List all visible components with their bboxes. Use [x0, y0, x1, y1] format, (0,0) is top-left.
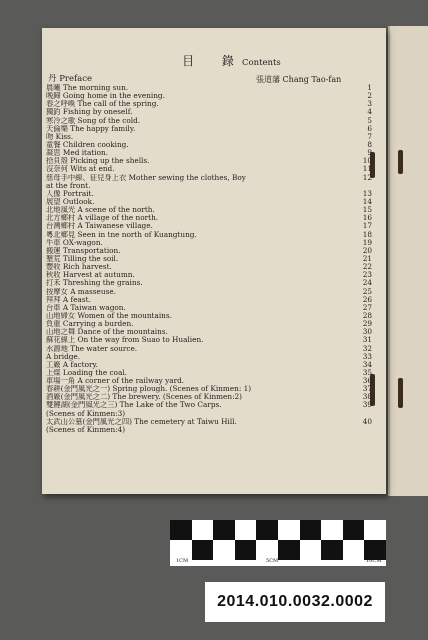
toc-entry	[42, 288, 386, 296]
toc-entry-number: 28	[362, 310, 372, 320]
toc-entry	[42, 263, 386, 271]
toc-entry	[42, 157, 386, 165]
table-of-contents	[42, 84, 386, 434]
toc-entry-title: 蘇花線上 On the way from Suao to Hualien.	[46, 336, 204, 345]
toc-entry	[42, 377, 386, 385]
toc-entry-title: 春之呼喚 The call of the spring.	[46, 100, 159, 109]
toc-entry	[42, 108, 386, 116]
toc-entry	[42, 84, 386, 92]
toc-entry	[42, 393, 386, 401]
toc-entry-number: 24	[362, 278, 372, 288]
toc-entry	[42, 206, 386, 214]
toc-entry-number: 38	[362, 392, 372, 402]
toc-entry-title: 沒奈何 Wits at end.	[46, 165, 115, 174]
toc-entry-title: 搬運 Transportation.	[46, 246, 121, 255]
toc-entry-number: 5	[367, 115, 372, 125]
toc-entry-title: 獨釣 Fishing by oneself.	[46, 108, 133, 117]
scale-checker	[170, 520, 386, 560]
toc-entry-title: 人像 Portrait.	[46, 189, 94, 198]
toc-entry-number: 31	[362, 335, 372, 345]
toc-entry-title: 山地之舞 Dance of the mountains.	[46, 328, 168, 337]
toc-entry-number: 20	[362, 245, 372, 255]
toc-entry	[42, 255, 386, 263]
toc-entry-number: 37	[362, 384, 372, 394]
toc-entry-number	[336, 410, 386, 418]
toc-entry	[42, 369, 386, 377]
toc-entry-number: 35	[362, 367, 372, 377]
toc-entry-number: 3	[367, 99, 372, 109]
toc-entry-title: 凝思 Med itation.	[46, 149, 108, 158]
toc-entry-title: 山地婦女 Women of the mountains.	[46, 311, 172, 320]
toc-entry-number	[336, 182, 386, 190]
binding-hole	[398, 378, 403, 408]
scale-cell	[300, 520, 322, 540]
toc-entry-number: 22	[362, 262, 372, 272]
toc-entry-title: 童餐 Children cooking.	[46, 140, 129, 149]
toc-entry-title: 酒廠(金門風光之二) The brewery. (Scenes of Kinmen:2)	[46, 393, 243, 402]
toc-entry-title: 台灣鄉村 A Taiwanese village.	[46, 222, 153, 231]
toc-entry	[42, 133, 386, 141]
toc-entry-title: 吻 Kiss.	[46, 132, 74, 141]
scale-side-label: ELAB	[172, 524, 178, 539]
toc-entry	[42, 312, 386, 320]
toc-entry-title: 豐收 Rich harvest.	[46, 263, 112, 272]
toc-entry	[42, 222, 386, 230]
toc-entry-title: 慈母手中線、征兒身上衣 Mother sewing the clothes, Boy	[46, 173, 246, 182]
toc-entry-title: 工廠 A factory.	[46, 360, 98, 369]
toc-entry-number: 10	[362, 156, 372, 166]
scale-cell	[343, 520, 365, 540]
toc-entry	[42, 247, 386, 255]
binding-hole	[398, 150, 403, 174]
toc-entry	[42, 320, 386, 328]
toc-entry-number: 17	[362, 221, 372, 231]
toc-entry-number: 27	[362, 302, 372, 312]
next-page-edge	[388, 26, 428, 496]
toc-entry-title: 北方鄉村 A village of the north.	[46, 214, 159, 223]
toc-entry	[42, 418, 386, 426]
scale-cell	[256, 520, 278, 540]
toc-entry-number: 30	[362, 327, 372, 337]
toc-entry-title: 春耕(金門風光之一) Spring plough. (Scenes of Kinmen: 1)	[46, 385, 252, 394]
toc-entry	[42, 336, 386, 344]
toc-entry-number: 40	[362, 416, 372, 426]
scale-label-10cm: 10CM	[366, 558, 382, 564]
toc-entry-title: 台車 A Taiwan wagon.	[46, 303, 126, 312]
toc-entry-title: 北地風光 A scene of the north.	[46, 206, 155, 215]
toc-entry-number: 14	[362, 196, 372, 206]
toc-entry-title: 寒冷之歌 Song of the cold.	[46, 116, 141, 125]
toc-entry-number: 34	[362, 359, 372, 369]
toc-entry	[42, 214, 386, 222]
toc-entry	[42, 92, 386, 100]
toc-entry-number: 8	[367, 139, 372, 149]
toc-entry-title: 水源地 The water source.	[46, 344, 138, 353]
toc-entry	[42, 100, 386, 108]
toc-entry-title: 打禾 Threshing the grains.	[46, 279, 143, 288]
toc-entry-title: 上煤 Loading the coal.	[46, 368, 127, 377]
toc-entry-title: 秋收 Harvest at autumn.	[46, 271, 135, 280]
scale-label-5cm: 5CM	[266, 558, 279, 564]
toc-entry-title: 墾荒 Tilling the soil.	[46, 254, 119, 263]
toc-entry	[42, 410, 386, 418]
page-title-english: Contents	[242, 58, 281, 68]
toc-entry-number: 11	[362, 164, 372, 174]
toc-entry	[42, 304, 386, 312]
scale-cell	[235, 540, 257, 560]
scale-cell	[213, 520, 235, 540]
toc-entry-number: 7	[367, 131, 372, 141]
toc-entry-number: 9	[367, 148, 372, 158]
scale-bar	[170, 520, 386, 566]
toc-entry	[42, 401, 386, 409]
toc-entry-number: 33	[362, 351, 372, 361]
accession-number-label: 2014.010.0032.0002	[205, 582, 385, 622]
toc-entry-number: 36	[362, 376, 372, 386]
toc-entry	[42, 125, 386, 133]
toc-entry	[42, 174, 386, 182]
toc-entry-number: 1	[367, 83, 372, 92]
toc-entry-number: 18	[362, 229, 372, 239]
toc-entry-title: 車場一角 A corner of the railway yard.	[46, 377, 185, 386]
toc-entry	[42, 385, 386, 393]
toc-entry	[42, 182, 386, 190]
toc-entry	[42, 271, 386, 279]
toc-entry-number: 23	[362, 270, 372, 280]
toc-entry-number: 12	[362, 172, 372, 182]
toc-entry-number: 15	[362, 205, 372, 215]
toc-entry	[42, 239, 386, 247]
toc-entry	[42, 345, 386, 353]
toc-entry-number: 2	[367, 91, 372, 101]
toc-entry	[42, 328, 386, 336]
toc-entry-title: 拾貝殼 Picking up the shells.	[46, 157, 150, 166]
toc-entry-number: 32	[362, 343, 372, 353]
toc-entry-title: 晚歸 Going home in the evening.	[46, 92, 165, 101]
contents-page	[42, 28, 386, 494]
toc-entry-number: 26	[362, 294, 372, 304]
author-name: 張道藩 Chang Tao-fan	[256, 75, 342, 84]
toc-entry-number: 39	[362, 400, 372, 410]
toc-entry	[42, 117, 386, 125]
toc-entry	[42, 141, 386, 149]
toc-entry-number: 25	[362, 286, 372, 296]
toc-entry-title: 粵北鄉見 Seen in tne north of Kuangtung.	[46, 230, 197, 239]
toc-entry-title: 雙鯉湖(金門風光之三) The Lake of the Two Carps.	[46, 401, 222, 410]
toc-entry-title: 晨曦 The morning sun.	[46, 84, 129, 92]
toc-entry-title: (Scenes of Kinmen:4)	[46, 425, 126, 434]
toc-entry-title: 天倫樂 The happy family.	[46, 124, 136, 133]
toc-entry-number: 6	[367, 123, 372, 133]
scale-cell	[364, 540, 386, 560]
preface-label: 丹 Preface	[48, 74, 93, 84]
toc-entry-title: (Scenes of Kinmen:3)	[46, 409, 126, 418]
toc-entry-number: 19	[362, 237, 372, 247]
toc-entry-title: at the front.	[46, 181, 91, 190]
toc-entry	[42, 198, 386, 206]
scale-cell	[192, 540, 214, 560]
toc-entry-title: 拜拜 A feast.	[46, 295, 91, 304]
scale-cell	[278, 540, 300, 560]
toc-entry-title: 負重 Carrying a burden.	[46, 320, 134, 329]
toc-entry	[42, 361, 386, 369]
toc-entry-number	[336, 426, 386, 434]
toc-entry	[42, 353, 386, 361]
toc-entry	[42, 296, 386, 304]
toc-entry-title: 按摩女 A masseuse.	[46, 287, 116, 296]
toc-entry-number: 29	[362, 319, 372, 329]
toc-entry	[42, 149, 386, 157]
toc-entry-number: 4	[367, 107, 372, 117]
toc-entry-title: A bridge.	[46, 352, 81, 361]
toc-entry	[42, 190, 386, 198]
toc-entry	[42, 426, 386, 434]
toc-entry	[42, 231, 386, 239]
page-title: 目 錄	[182, 54, 246, 68]
toc-entry-number: 16	[362, 213, 372, 223]
toc-entry-title: 展望 Outlook.	[46, 197, 95, 206]
scale-cell	[321, 540, 343, 560]
toc-entry-number: 21	[362, 253, 372, 263]
toc-entry-title: 太武山公墓(金門風光之四) The cemetery at Taiwu Hill.	[46, 417, 237, 426]
toc-entry	[42, 165, 386, 173]
toc-entry-title: 牛車 OX-wagon.	[46, 238, 103, 247]
toc-entry	[42, 279, 386, 287]
toc-entry-number: 13	[362, 188, 372, 198]
scale-label-1cm: 1CM	[176, 558, 189, 564]
